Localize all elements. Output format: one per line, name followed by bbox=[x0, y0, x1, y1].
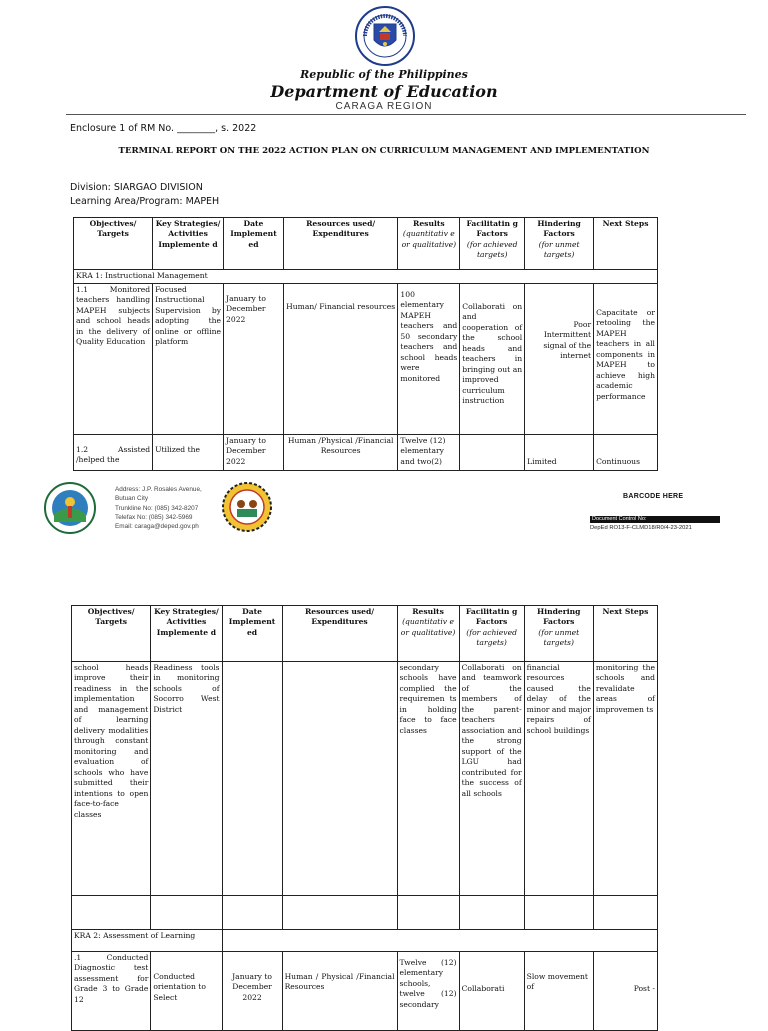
cell-objective: .1 Conducted Diagnostic test assessment for Grade 3 to Grade 12 bbox=[72, 952, 151, 1031]
cell-empty bbox=[524, 896, 593, 930]
cell-date: January to December 2022 bbox=[224, 283, 284, 434]
kra2-label: KRA 2: Assessment of Learning bbox=[72, 930, 223, 952]
header-row bbox=[74, 218, 658, 270]
cell-resources bbox=[282, 662, 397, 896]
cell-next-steps: Capacitate or retooling the MAPEH teachers in all components in MAPEH to achieve high academic performance bbox=[594, 283, 658, 434]
kra1-label: KRA 1: Instructional Management bbox=[74, 270, 658, 284]
cell-facilitating: Collaborati on and teamwork of the members of the parent-teachers association and the strong support of the LGU had contributed for the success of all schools bbox=[459, 662, 524, 896]
th-date: Date Implement ed bbox=[222, 606, 282, 662]
th-results: Results (quantitativ e or qualitative) bbox=[398, 218, 460, 270]
cell-objective: school heads improve their readiness in the implementation and management of learning delivery modalities through constant monitoring and evaluation of schools who have submitted their intentions to open face-to-face classes bbox=[72, 662, 151, 896]
th-objectives: Objectives/ Targets bbox=[72, 606, 151, 662]
report-title: TERMINAL REPORT ON THE 2022 ACTION PLAN ON CURRICULUM MANAGEMENT AND IMPLEMENTATION bbox=[118, 146, 650, 156]
cell-facilitating: Collaborati on and cooperation of the school heads and teachers in bringing out an improved curriculum instruction bbox=[460, 283, 525, 434]
cell-results: Twelve (12) elementary schools, twelve (12) secondary bbox=[397, 952, 459, 1031]
cell-hindering: Slow movement of bbox=[524, 952, 593, 1031]
footer-address: Address: J.P. Rosales Avenue, Butuan City Trunkline No: (085) 342-8207 Telefax No: (085) 342-5969 Email: caraga@deped.gov.ph bbox=[115, 486, 202, 531]
report-table-page1 bbox=[73, 217, 658, 471]
header-row bbox=[72, 606, 658, 662]
enclosure-line: Enclosure 1 of RM No. ________, s. 2022 bbox=[70, 123, 257, 134]
cell-strategy: Focused Instructional Supervision by adopting the online or offline platform bbox=[153, 283, 224, 434]
cell-empty bbox=[397, 896, 459, 930]
cell-empty bbox=[222, 896, 282, 930]
cell-empty bbox=[593, 896, 657, 930]
regional-office-logo-icon bbox=[44, 482, 96, 534]
learning-area-line: Learning Area/Program: MAPEH bbox=[70, 196, 220, 207]
cell-facilitating bbox=[460, 434, 525, 470]
table-row bbox=[74, 283, 658, 434]
th-strategies: Key Strategies/ Activities Implemente d bbox=[151, 606, 222, 662]
th-hindering: Hindering Factors (for unmet targets) bbox=[525, 218, 594, 270]
republic-heading: Republic of the Philippines bbox=[300, 68, 468, 81]
doc-control-value: DepEd RO13-F-CLMD18/R0/4-23-2021 bbox=[590, 525, 692, 531]
kra-row bbox=[72, 930, 658, 952]
cell-resources: Human / Physical /Financial Resources bbox=[282, 952, 397, 1031]
table-row bbox=[72, 896, 658, 930]
th-objectives: Objectives/ Targets bbox=[74, 218, 153, 270]
th-hindering: Hindering Factors (for unmet targets) bbox=[524, 606, 593, 662]
cell-next-steps: Continuous bbox=[594, 434, 658, 470]
region-heading: CARAGA REGION bbox=[335, 101, 433, 112]
th-resources: Resources used/ Expenditures bbox=[283, 218, 398, 270]
table-row bbox=[74, 434, 658, 470]
deped-seal-icon bbox=[355, 6, 415, 66]
department-heading: Department of Education bbox=[270, 82, 498, 101]
cell-facilitating: Collaborati bbox=[459, 952, 524, 1031]
th-date: Date Implement ed bbox=[224, 218, 284, 270]
cell-objective: 1.1 Monitored teachers handling MAPEH subjects and school heads in the delivery of Quality Education bbox=[74, 283, 153, 434]
cell-resources: Human /Physical /Financial Resources bbox=[283, 434, 398, 470]
cell-strategy: Conducted orientation to Select bbox=[151, 952, 222, 1031]
th-strategies: Key Strategies/ Activities Implemente d bbox=[153, 218, 224, 270]
cell-hindering: Limited bbox=[525, 434, 594, 470]
cell-empty bbox=[459, 896, 524, 930]
table-row bbox=[72, 952, 658, 1031]
th-facilitating: Facilitatin g Factors (for achieved targets) bbox=[459, 606, 524, 662]
th-facilitating: Facilitatin g Factors (for achieved targets) bbox=[460, 218, 525, 270]
cell-results: 100 elementary MAPEH teachers and 50 secondary teachers and school heads were monitored bbox=[398, 283, 460, 434]
cell-results: Twelve (12) elementary and two(2) bbox=[398, 434, 460, 470]
cell-hindering: financial resources caused the delay of the minor and major repairs of school buildings bbox=[524, 662, 593, 896]
cell-date bbox=[222, 662, 282, 896]
cell-empty bbox=[72, 896, 151, 930]
doc-control-label: Document Control No: bbox=[590, 516, 720, 523]
cell-next-steps: Post - bbox=[593, 952, 657, 1031]
th-results: Results (quantitativ e or qualitative) bbox=[397, 606, 459, 662]
cell-empty bbox=[282, 896, 397, 930]
kra-row bbox=[74, 270, 658, 284]
cell-date: January to December 2022 bbox=[224, 434, 284, 470]
cell-empty bbox=[222, 930, 657, 952]
table-row bbox=[72, 662, 658, 896]
header-divider bbox=[66, 114, 746, 115]
report-table-page2 bbox=[71, 605, 658, 1031]
cell-date: January to December 2022 bbox=[222, 952, 282, 1031]
th-next-steps: Next Steps bbox=[593, 606, 657, 662]
cell-strategy: Readiness tools in monitoring schools of Socorro West District bbox=[151, 662, 222, 896]
barcode-placeholder: BARCODE HERE bbox=[623, 493, 684, 500]
division-logo-icon bbox=[222, 482, 272, 532]
cell-objective: 1.2 Assisted /helped the bbox=[74, 434, 153, 470]
cell-empty bbox=[151, 896, 222, 930]
division-line: Division: SIARGAO DIVISION bbox=[70, 182, 203, 193]
cell-resources: Human/ Financial resources bbox=[283, 283, 398, 434]
th-next-steps: Next Steps bbox=[594, 218, 658, 270]
cell-next-steps: monitoring the schools and revalidate areas of improvemen ts bbox=[593, 662, 657, 896]
th-resources: Resources used/ Expenditures bbox=[282, 606, 397, 662]
cell-strategy: Utilized the bbox=[153, 434, 224, 470]
cell-results: secondary schools have complied the requiremen ts in holding face to face classes bbox=[397, 662, 459, 896]
cell-hindering: Poor Intermittent signal of the internet bbox=[525, 283, 594, 434]
